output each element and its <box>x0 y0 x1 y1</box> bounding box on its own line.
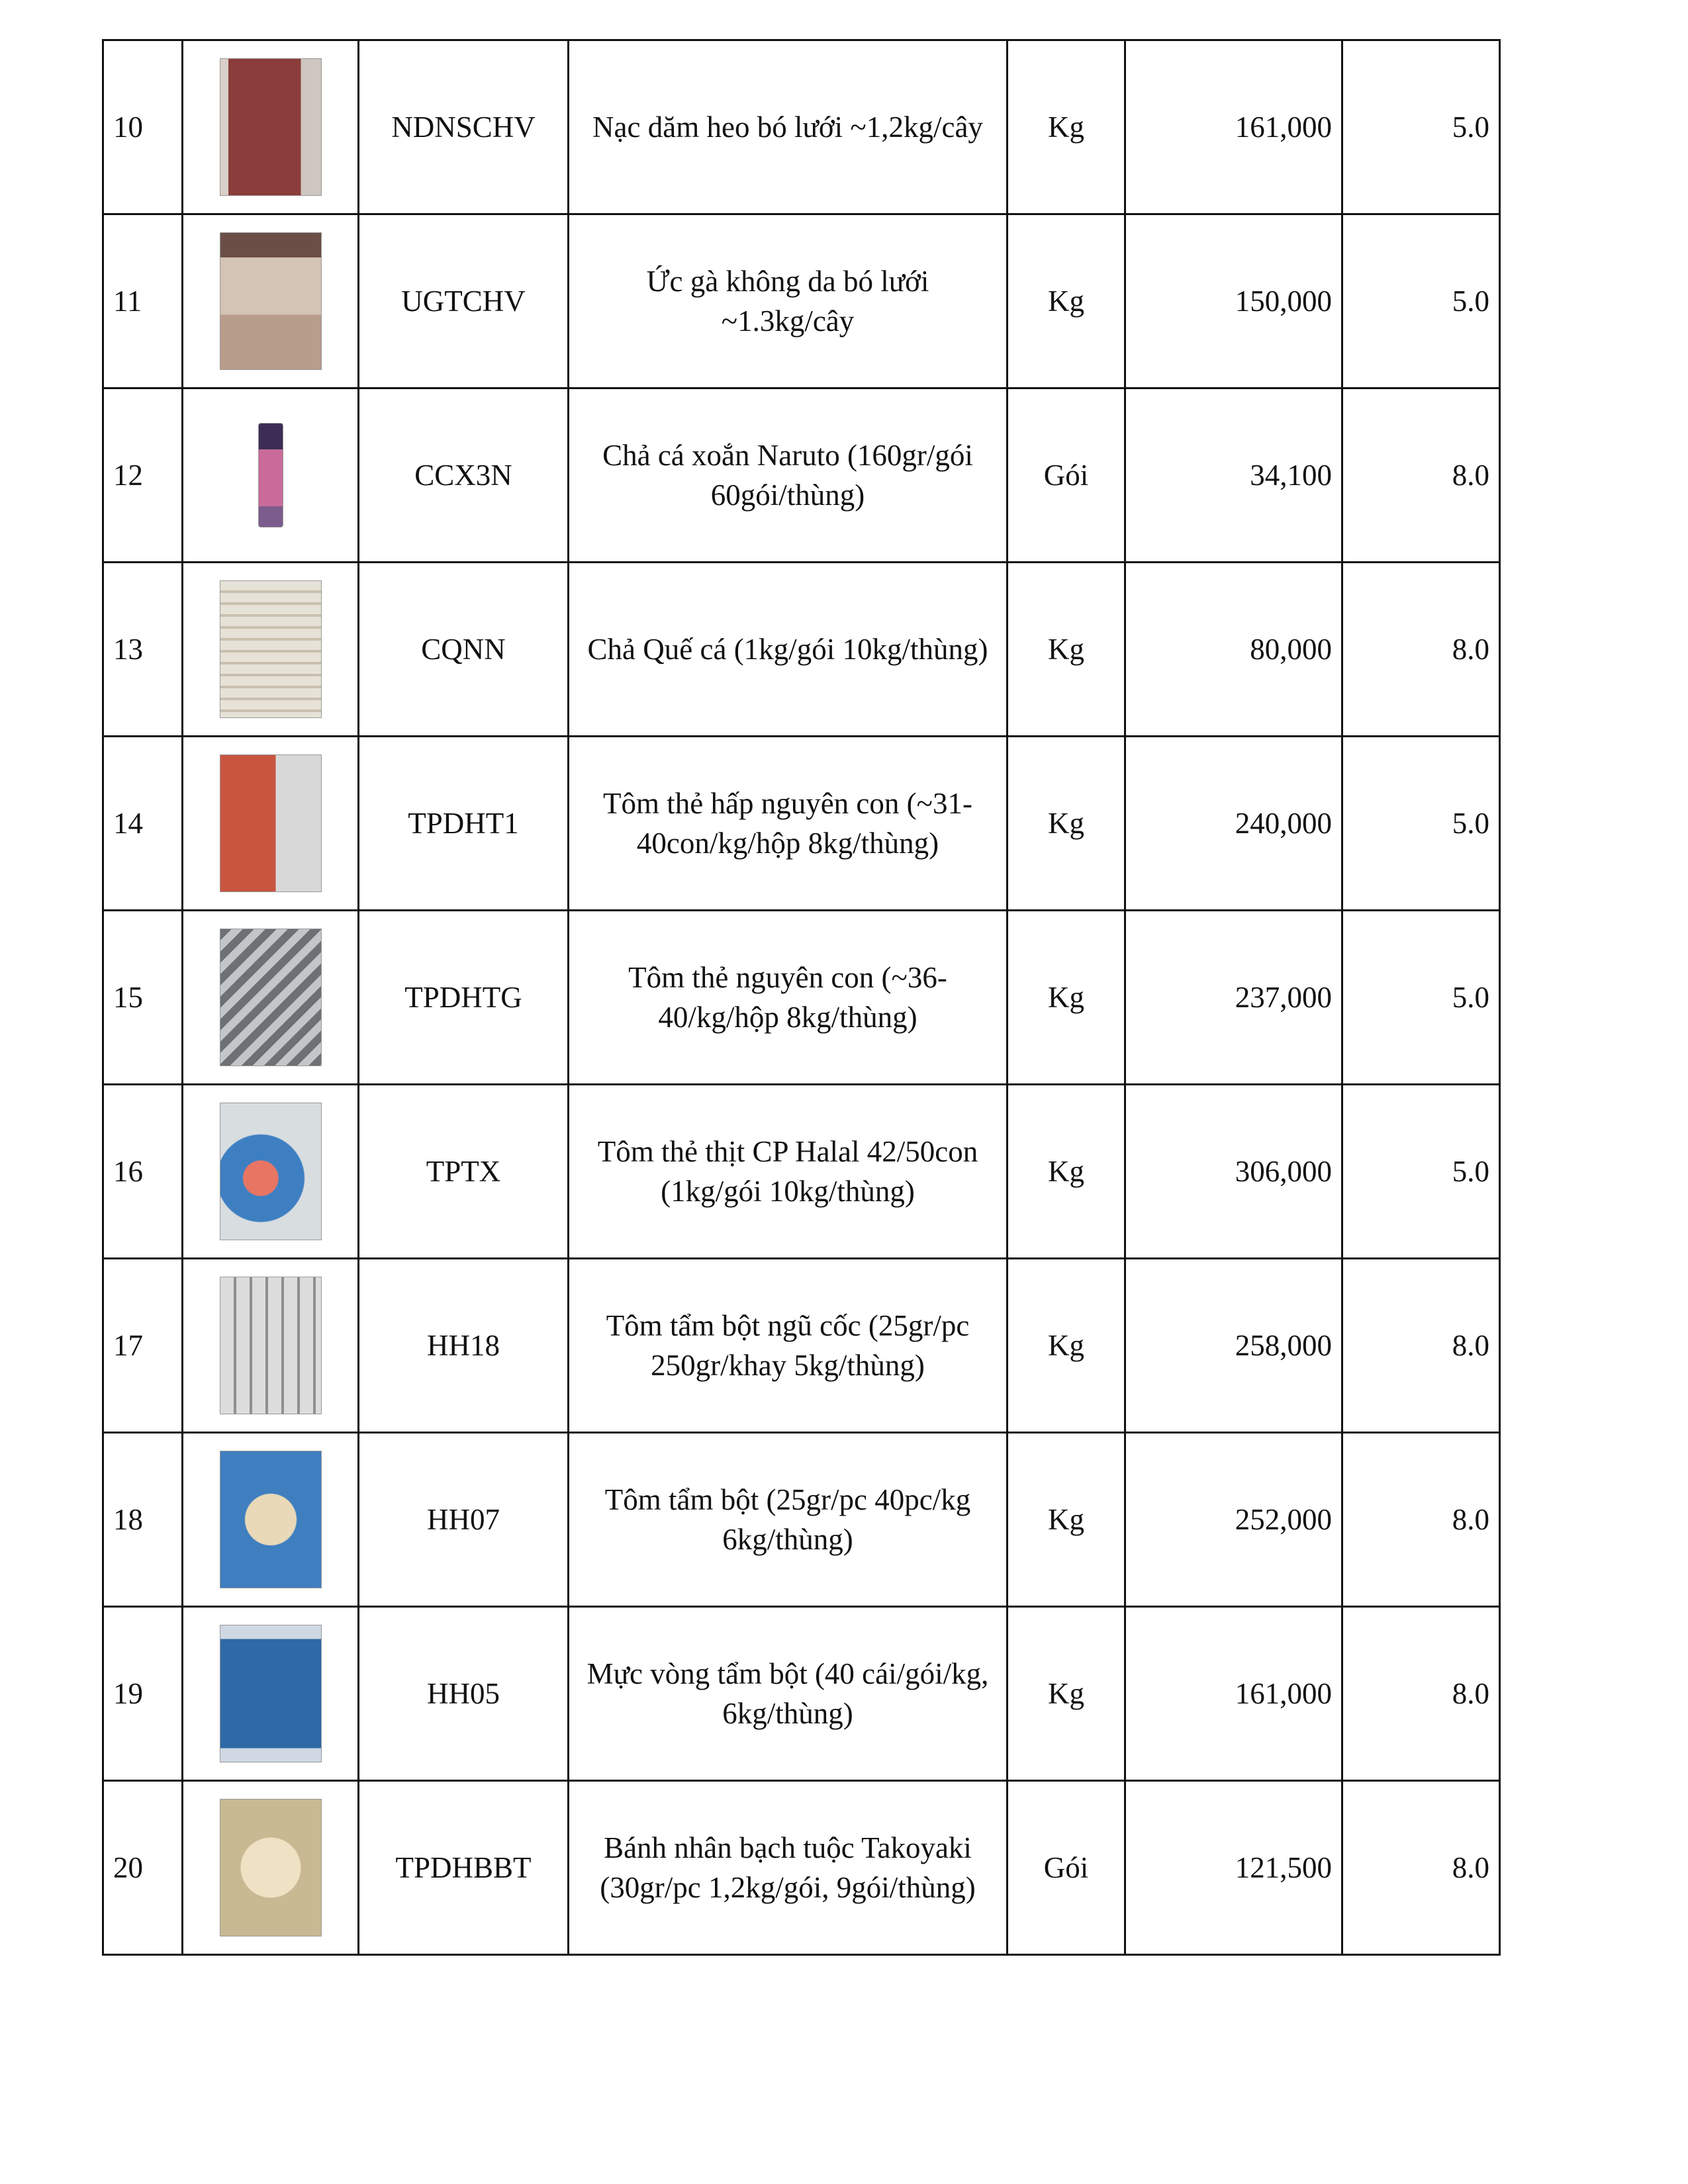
product-description: Nạc dăm heo bó lưới ~1,2kg/cây <box>569 40 1008 214</box>
product-code: HH18 <box>359 1259 569 1433</box>
product-unit: Kg <box>1008 1607 1125 1781</box>
row-number: 17 <box>103 1259 183 1433</box>
product-price: 306,000 <box>1125 1085 1342 1259</box>
product-unit: Kg <box>1008 40 1125 214</box>
table-row <box>103 214 1500 388</box>
product-price: 237,000 <box>1125 911 1342 1085</box>
product-unit: Kg <box>1008 1433 1125 1607</box>
product-price: 150,000 <box>1125 214 1342 388</box>
row-number: 12 <box>103 388 183 563</box>
product-price: 240,000 <box>1125 737 1342 911</box>
product-image-cell <box>183 40 359 214</box>
battered-shrimp-product-photo <box>220 1451 322 1588</box>
meat-product-photo <box>220 58 322 196</box>
product-unit: Kg <box>1008 1259 1125 1433</box>
product-description: Tôm thẻ nguyên con (~36-40/kg/hộp 8kg/thùng) <box>569 911 1008 1085</box>
row-number: 10 <box>103 40 183 214</box>
steamed-shrimp-product-photo <box>220 754 322 892</box>
product-code: TPTX <box>359 1085 569 1259</box>
row-number: 15 <box>103 911 183 1085</box>
product-unit: Kg <box>1008 911 1125 1085</box>
table-row <box>103 1607 1500 1781</box>
product-description: Tôm tẩm bột ngũ cốc (25gr/pc 250gr/khay 5kg/thùng) <box>569 1259 1008 1433</box>
product-rate: 5.0 <box>1342 911 1500 1085</box>
product-unit: Kg <box>1008 214 1125 388</box>
product-unit: Gói <box>1008 1781 1125 1955</box>
product-code: TPDHT1 <box>359 737 569 911</box>
product-code: CCX3N <box>359 388 569 563</box>
product-rate: 5.0 <box>1342 737 1500 911</box>
table-row <box>103 40 1500 214</box>
chicken-product-photo <box>220 232 322 370</box>
product-image-cell <box>183 911 359 1085</box>
squid-ring-product-photo <box>220 1625 322 1762</box>
product-image-cell <box>183 563 359 737</box>
product-price: 161,000 <box>1125 1607 1342 1781</box>
row-number: 13 <box>103 563 183 737</box>
product-code: UGTCHV <box>359 214 569 388</box>
product-price: 34,100 <box>1125 388 1342 563</box>
product-description: Tôm thẻ hấp nguyên con (~31-40con/kg/hộp 8kg/thùng) <box>569 737 1008 911</box>
product-unit: Kg <box>1008 1085 1125 1259</box>
shrimp-meat-product-photo <box>220 1103 322 1240</box>
product-unit: Gói <box>1008 388 1125 563</box>
table-row <box>103 1781 1500 1955</box>
row-number: 14 <box>103 737 183 911</box>
product-rate: 5.0 <box>1342 1085 1500 1259</box>
row-number: 16 <box>103 1085 183 1259</box>
row-number: 19 <box>103 1607 183 1781</box>
product-code: TPDHTG <box>359 911 569 1085</box>
product-code: HH05 <box>359 1607 569 1781</box>
row-number: 18 <box>103 1433 183 1607</box>
cereal-shrimp-product-photo <box>220 1277 322 1414</box>
product-rate: 8.0 <box>1342 1781 1500 1955</box>
product-table-body <box>103 40 1500 1955</box>
product-rate: 5.0 <box>1342 214 1500 388</box>
product-description: Ức gà không da bó lưới ~1.3kg/cây <box>569 214 1008 388</box>
product-description: Tôm thẻ thịt CP Halal 42/50con (1kg/gói 10kg/thùng) <box>569 1085 1008 1259</box>
product-rate: 8.0 <box>1342 1433 1500 1607</box>
product-description: Bánh nhân bạch tuộc Takoyaki (30gr/pc 1,2kg/gói, 9gói/thùng) <box>569 1781 1008 1955</box>
product-description: Tôm tẩm bột (25gr/pc 40pc/kg 6kg/thùng) <box>569 1433 1008 1607</box>
product-price: 121,500 <box>1125 1781 1342 1955</box>
product-price: 252,000 <box>1125 1433 1342 1607</box>
product-image-cell <box>183 1433 359 1607</box>
table-row <box>103 388 1500 563</box>
table-row <box>103 911 1500 1085</box>
product-description: Mực vòng tẩm bột (40 cái/gói/kg, 6kg/thùng) <box>569 1607 1008 1781</box>
row-number: 11 <box>103 214 183 388</box>
product-price: 258,000 <box>1125 1259 1342 1433</box>
product-image-cell <box>183 1607 359 1781</box>
table-row <box>103 563 1500 737</box>
fish-roll-product-photo <box>258 423 283 527</box>
product-rate: 5.0 <box>1342 40 1500 214</box>
fish-stick-product-photo <box>220 580 322 718</box>
product-code: HH07 <box>359 1433 569 1607</box>
table-row <box>103 737 1500 911</box>
product-price: 80,000 <box>1125 563 1342 737</box>
product-rate: 8.0 <box>1342 388 1500 563</box>
row-number: 20 <box>103 1781 183 1955</box>
product-code: NDNSCHV <box>359 40 569 214</box>
product-image-cell <box>183 1085 359 1259</box>
product-rate: 8.0 <box>1342 563 1500 737</box>
takoyaki-product-photo <box>220 1799 322 1936</box>
table-row <box>103 1259 1500 1433</box>
whole-shrimp-product-photo <box>220 929 322 1066</box>
product-description: Chả Quế cá (1kg/gói 10kg/thùng) <box>569 563 1008 737</box>
product-unit: Kg <box>1008 737 1125 911</box>
product-image-cell <box>183 388 359 563</box>
product-image-cell <box>183 1259 359 1433</box>
product-image-cell <box>183 1781 359 1955</box>
product-image-cell <box>183 214 359 388</box>
table-row <box>103 1433 1500 1607</box>
product-code: CQNN <box>359 563 569 737</box>
product-rate: 8.0 <box>1342 1607 1500 1781</box>
product-price: 161,000 <box>1125 40 1342 214</box>
product-code: TPDHBBT <box>359 1781 569 1955</box>
product-unit: Kg <box>1008 563 1125 737</box>
product-price-table <box>102 39 1501 1956</box>
product-image-cell <box>183 737 359 911</box>
product-rate: 8.0 <box>1342 1259 1500 1433</box>
table-row <box>103 1085 1500 1259</box>
product-description: Chả cá xoắn Naruto (160gr/gói 60gói/thùng) <box>569 388 1008 563</box>
